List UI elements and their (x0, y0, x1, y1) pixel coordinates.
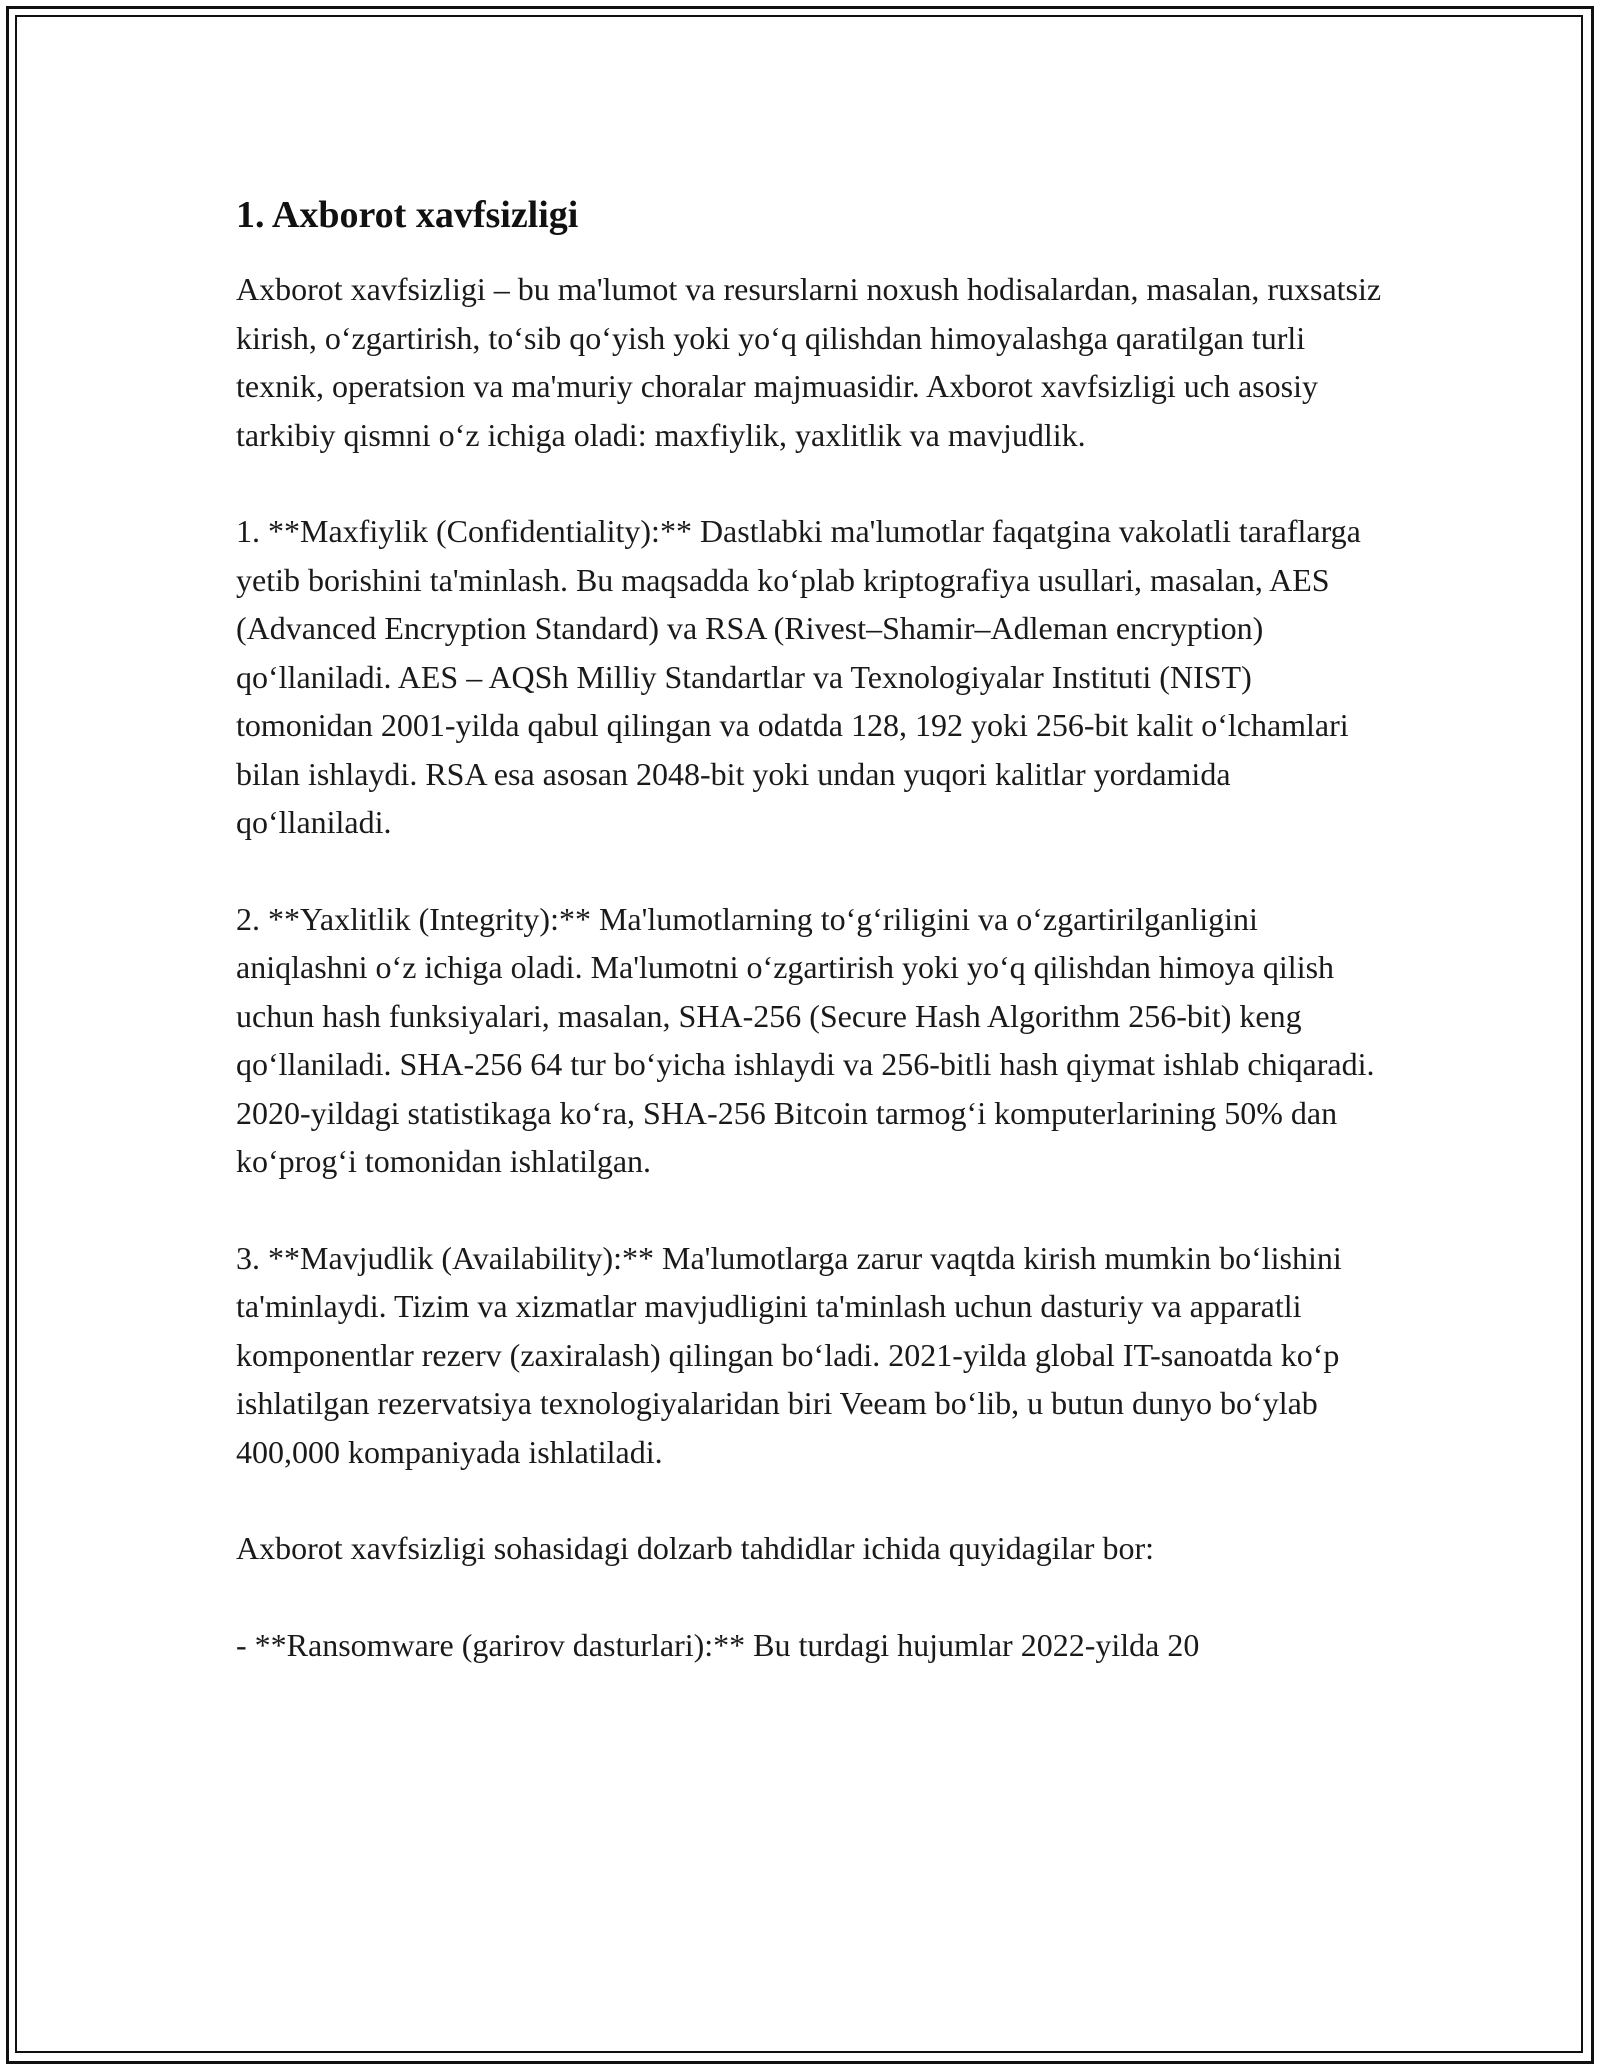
section-heading: 1. Axborot xavfsizligi (236, 194, 579, 236)
integrity-paragraph: 2. **Yaxlitlik (Integrity):** Ma'lumotlarning to‘g‘riligini va o‘zgartirilganligini aniqlashni o‘z ichiga oladi. Ma'lumotni o‘zgartirish yoki yo‘q qilishdan himoya qilish uchun hash funksiyalari, masalan, SHA-256 (Secure Hash Algorithm 256-bit) keng qo‘llaniladi. SHA-256 64 tur bo‘yicha ishlaydi va 256-bitli hash qiymat ishlab chiqaradi. 2020-yildagi statistikaga ko‘ra, SHA-256 Bitcoin tarmog‘i komputerlarining 50% dan ko‘prog‘i tomonidan ishlatilgan. (236, 900, 1375, 1179)
ransomware-list-item: - **Ransomware (garirov dasturlari):** Bu turdagi hujumlar 2022-yilda 20 (236, 1626, 1200, 1663)
document-body (236, 190, 1386, 1669)
intro-paragraph: Axborot xavfsizligi – bu ma'lumot va resurslarni noxush hodisalardan, masalan, ruxsatsiz kirish, o‘zgartirish, to‘sib qo‘yish yoki yo‘q qilishdan himoyalashga qaratilgan turli texnik, operatsion va ma'muriy choralar majmuasidir. Axborot xavfsizligi uch asosiy tarkibiy qismni o‘z ichiga oladi: maxfiylik, yaxlitlik va mavjudlik. (236, 271, 1382, 453)
threats-intro-paragraph: Axborot xavfsizligi sohasidagi dolzarb tahdidlar ichida quyidagilar bor: (236, 1530, 1154, 1566)
availability-paragraph: 3. **Mavjudlik (Availability):** Ma'lumotlarga zarur vaqtda kirish mumkin bo‘lishini ta'minlaydi. Tizim va xizmatlar mavjudligini ta'minlash uchun dasturiy va apparatli komponentlar rezerv (zaxiralash) qilingan bo‘ladi. 2021-yilda global IT-sanoatda ko‘p ishlatilgan rezervatsiya texnologiyalaridan biri Veeam bo‘lib, u butun dunyo bo‘ylab 400,000 kompaniyada ishlatiladi. (236, 1239, 1342, 1470)
confidentiality-paragraph: 1. **Maxfiylik (Confidentiality):** Dastlabki ma'lumotlar faqatgina vakolatli taraflarga yetib borishini ta'minlash. Bu maqsadda ko‘plab kriptografiya usullari, masalan, AES (Advanced Encryption Standard) va RSA (Rivest–Shamir–Adleman encryption) qo‘llaniladi. AES – AQSh Milliy Standartlar va Texnologiyalar Instituti (NIST) tomonidan 2001-yilda qabul qilingan va odatda 128, 192 yoki 256-bit kalit o‘lchamlari bilan ishlaydi. RSA esa asosan 2048-bit yoki undan yuqori kalitlar yordamida qo‘llaniladi. (236, 513, 1361, 840)
